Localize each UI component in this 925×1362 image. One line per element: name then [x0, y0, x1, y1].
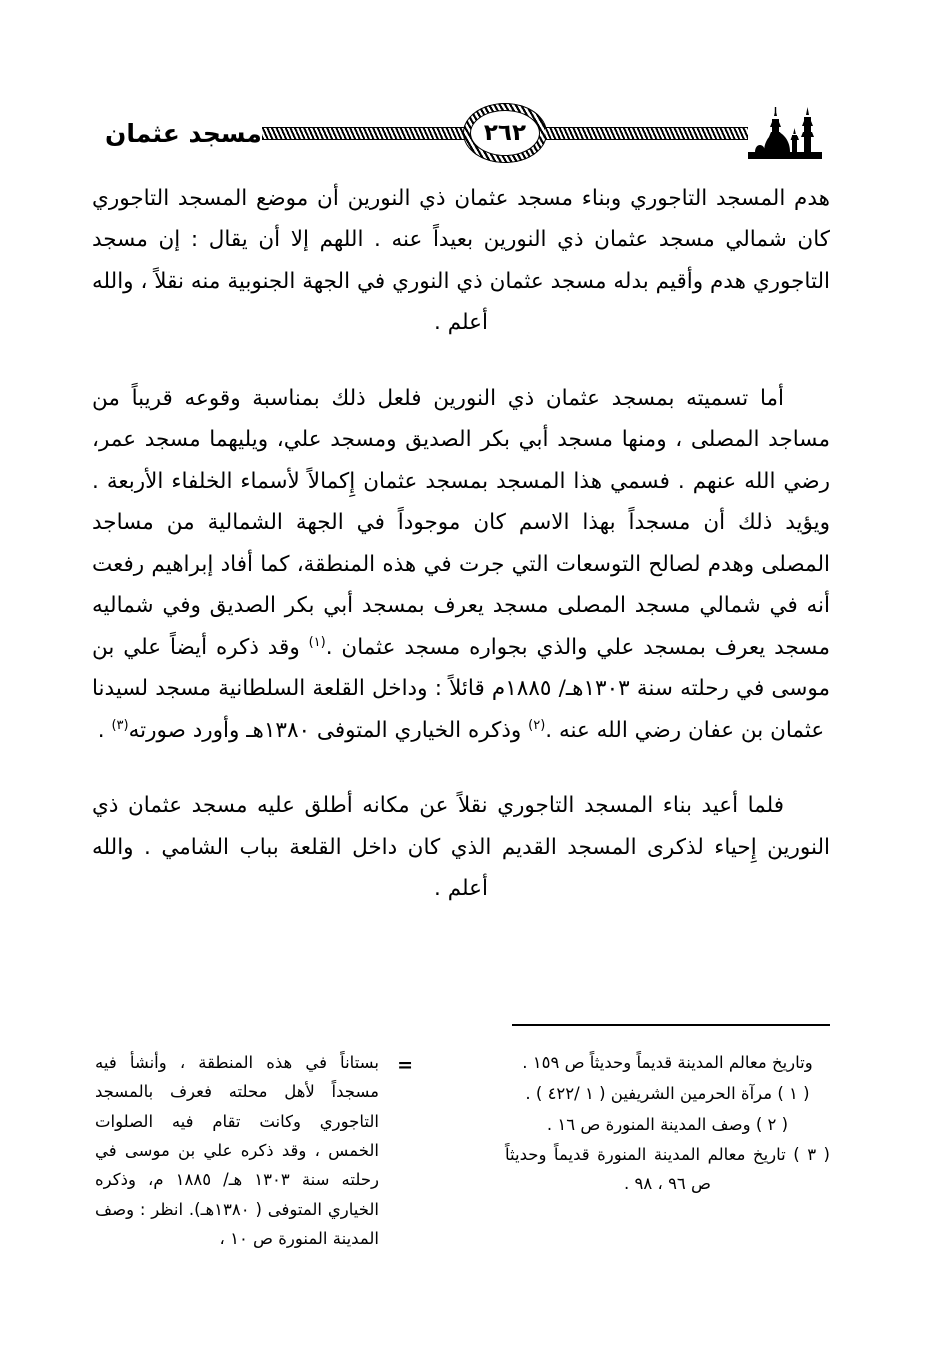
footnote-area — [95, 1018, 830, 1318]
footnote-item-3 — [505, 1140, 830, 1199]
paragraph-2-tail: وقد ذكره أيضاً علي بن موسى في رحلته سنة ١٣٠٣هـ/ ١٨٨٥م قائلاً : وداخل القلعة السلطانية مسجد لسيدنا عثمان بن عفان رضي الله عنه . — [92, 634, 830, 743]
footnote-continuation-marker: = — [397, 1054, 413, 1076]
footnote-text-1: مرآة الحرمين الشريفين ( ١ /٤٢٢ ) . — [525, 1084, 773, 1104]
footnote-ref-3[interactable]: (٣) — [111, 717, 129, 733]
footnote-column-right — [95, 1048, 413, 1254]
paragraph-3 — [92, 785, 830, 909]
paragraph-2-tail-3: . — [97, 717, 112, 743]
footnote-item-1 — [505, 1079, 830, 1108]
paragraph-1-text: هدم المسجد التاجوري وبناء مسجد عثمان ذي النورين أن موضع المسجد التاجوري كان شمالي مسجد عثمان ذي النورين بعيداً عنه . اللهم إلا أن يقال : إن مسجد التاجوري هدم وأقيم بدله مسجد عثمان ذي النوري في الجهة الجنوبية منه نقلاً ، والله أعلم . — [92, 186, 830, 336]
footnote-text-3: تاريخ معالم المدينة المنورة قديماً وحديثاً ص ٩٦ ، ٩٨ . — [505, 1145, 786, 1194]
footnote-ref-2[interactable]: (٢) — [528, 717, 546, 733]
footnote-number-3: ( ٣ ) — [793, 1145, 830, 1165]
rope-divider-left — [545, 127, 748, 140]
footnote-separator-rule — [512, 1024, 830, 1026]
mosque-silhouette-icon — [748, 107, 822, 159]
paragraph-1 — [92, 178, 830, 344]
footnote-continuation-text: بستاناً في هذه المنطقة ، وأنشأ فيه مسجداً لأهل محلته فعرف بالمسجد التاجوري وكانت تقام فيه الصلوات الخمس ، وقد ذكره علي بن موسى في رحلته سنة ١٣٠٣ هـ/ ١٨٨٥ م، وذكره الخياري المتوفى ( ١٣٨٠هـ). انظر : وصف المدينة المنورة ص ١٠ ، — [95, 1053, 379, 1249]
paragraph-spacer-1 — [92, 356, 830, 378]
footnote-item-2 — [505, 1110, 830, 1139]
chapter-title: مسجد عثمان — [105, 118, 262, 148]
paragraph-2-tail-2: وذكره الخياري المتوفى ١٣٨٠هـ وأورد صورته — [128, 717, 529, 743]
footnote-columns — [95, 1048, 830, 1254]
page-header — [95, 100, 830, 166]
paragraph-2-text: أما تسميته بمسجد عثمان ذي النورين فلعل ذلك بمناسبة وقوعه قريباً من مساجد المصلى ، ومنها مسجد أبي بكر الصديق ومسجد علي، ويليهما مسجد عمر، رضي الله عنهم . فسمي هذا المسجد بمسجد عثمان إِكمالاً لأسماء الخلفاء الأربعة . ويؤيد ذلك أن مسجداً بهذا الاسم كان موجوداً في الجهة الشمالية من مساجد المصلى وهدم لصالح التوسعات التي جرت في هذه المنطقة، كما أفاد إبراهيم رفعت أنه في شمالي مسجد المصلى مسجد يعرف بمسجد أبي بكر الصديق وفي شماليه مسجد يعرف بمسجد علي والذي بجواره مسجد عثمان . — [92, 385, 830, 660]
page-number-badge — [463, 103, 547, 163]
paragraph-2 — [92, 378, 830, 751]
page-number: ٢٦٢ — [483, 119, 526, 146]
footnote-text-2: وصف المدينة المنورة ص ١٦ . — [546, 1114, 751, 1134]
footnote-ref-1[interactable]: (١) — [308, 634, 326, 650]
paragraph-3-text: فلما أعيد بناء المسجد التاجوري نقلاً عن مكانه أطلق عليه مسجد عثمان ذي النورين إِحياء لذكرى المسجد القديم الذي كان داخل القلعة بباب الشامي . والله أعلم . — [92, 793, 830, 902]
footnote-number-1: ( ١ ) — [777, 1084, 810, 1104]
paragraph-spacer-2 — [92, 763, 830, 785]
footnote-number-2: ( ٢ ) — [755, 1114, 789, 1134]
footnote-column-left — [505, 1048, 830, 1254]
rope-divider-right — [262, 127, 465, 140]
body-text-column — [92, 178, 830, 922]
footnote-continuation-tail: وتاريخ معالم المدينة قديماً وحديثاً ص ١٥٩ . — [522, 1053, 813, 1072]
